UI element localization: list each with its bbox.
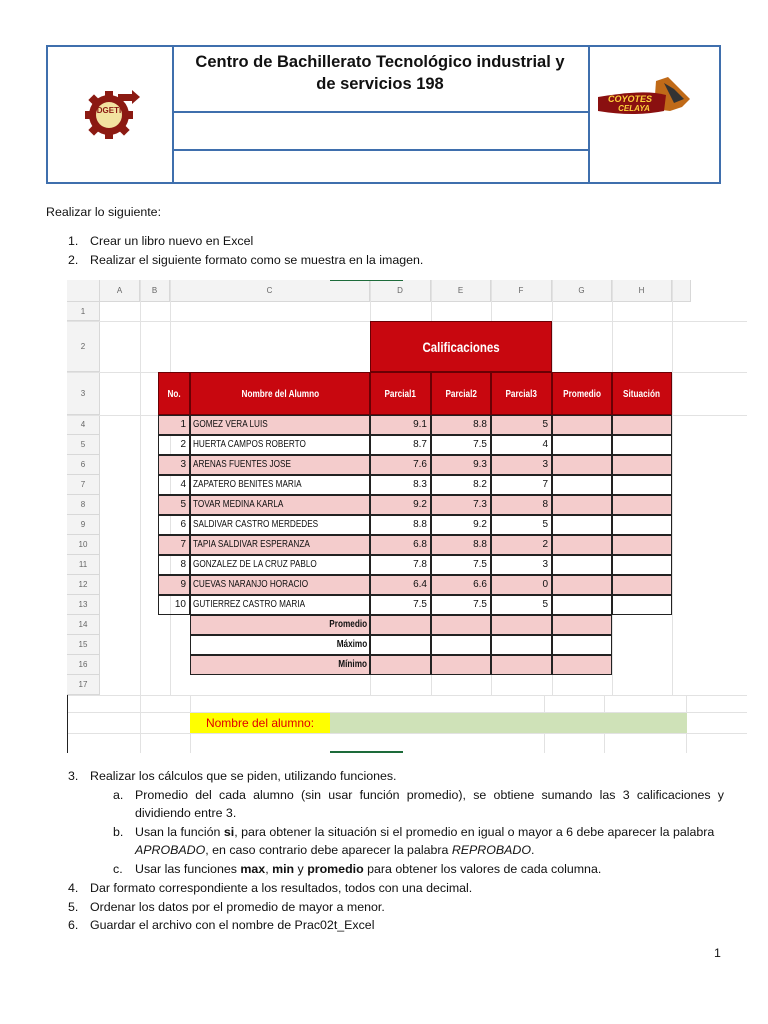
header-right-cell [588,47,721,182]
substep-b-number: b. [113,825,124,839]
student-name [190,455,370,475]
row-header-5: 5 [67,435,100,455]
row-header-7: 7 [67,475,100,495]
header-promedio [552,372,612,415]
step-1-text: Crear un libro nuevo en Excel [90,234,254,248]
svg-text:COYOTES: COYOTES [607,94,653,104]
student-name-text: TAPIA SALDIVAR ESPERANZA [193,539,310,550]
step-6-number: 6. [68,918,79,932]
step-3-number: 3. [68,769,79,783]
step-6 [68,916,375,934]
student-p3: 4 [491,435,552,455]
step-3-text: Realizar los cálculos que se piden, utilizando funciones. [90,769,397,783]
title-line-2: de servicios 198 [316,75,444,93]
row-header-2: 2 [67,321,100,372]
student-no: 9 [158,575,190,595]
header-nombre [190,372,370,415]
summary-cell [552,635,612,655]
header-table [46,45,721,184]
student-name [190,415,370,435]
spreadsheet-image [67,280,747,753]
student-p1: 8.3 [370,475,431,495]
selection-mark-top [330,280,403,281]
student-name-text: CUEVAS NARANJO HORACIO [193,579,309,590]
col-header-b: B [140,280,170,302]
student-p2: 7.5 [431,555,491,575]
student-p2: 7.5 [431,595,491,615]
student-p1: 9.2 [370,495,431,515]
substep-c-bold: max [240,862,266,876]
col-header-f: F [491,280,552,302]
summary-label [190,615,370,635]
student-p1: 7.6 [370,455,431,475]
student-p3: 7 [491,475,552,495]
student-name-text: GONZALEZ DE LA CRUZ PABLO [193,559,317,570]
student-p3: 3 [491,455,552,475]
header-left-cell [48,47,174,182]
summary-label [190,635,370,655]
substep-c-bold: promedio [307,862,364,876]
student-p3: 3 [491,555,552,575]
student-no: 7 [158,535,190,555]
col-header-blank [672,280,691,302]
step-5-number: 5. [68,900,79,914]
student-situacion [612,495,672,515]
student-promedio [552,415,612,435]
gridline [140,280,141,695]
header-center-cell [172,47,588,182]
student-name-text: ARENAS FUENTES JOSE [193,459,291,470]
row-header-6: 6 [67,455,100,475]
student-p2: 9.2 [431,515,491,535]
gridline [67,695,747,696]
summary-cell [431,615,491,635]
gridline [140,695,141,753]
row-header-10: 10 [67,535,100,555]
header-parcial3 [491,372,552,415]
corner-cell [67,280,100,302]
substep-c-part: para obtener los valores de cada columna. [363,862,602,876]
substep-a-text: Promedio del cada alumno (sin usar función promedio), se obtiene sumando las 3 calificaciones y dividiendo entre 3. [135,788,724,820]
student-no: 2 [158,435,190,455]
student-promedio [552,555,612,575]
student-p3: 8 [491,495,552,515]
row-header-14: 14 [67,615,100,635]
step-4 [68,879,473,897]
header-parcial1-text: Parcial1 [384,389,417,400]
student-no: 10 [158,595,190,615]
calificaciones-title-text: Calificaciones [422,339,500,355]
summary-label-text: Mínimo [338,659,367,670]
summary-cell [431,655,491,675]
student-p1: 6.4 [370,575,431,595]
nombre-alumno-input[interactable] [330,713,687,733]
summary-cell [491,655,552,675]
summary-cell [370,615,431,635]
selection-mark [330,751,403,753]
step-5 [68,898,385,916]
sheet-edge [67,695,68,753]
summary-cell [431,635,491,655]
calificaciones-title [370,321,552,372]
student-p2: 8.8 [431,535,491,555]
substep-c-text [135,860,601,878]
student-p1: 8.7 [370,435,431,455]
substep-c-part: Usar las funciones [135,862,241,876]
summary-label [190,655,370,675]
student-p1: 7.8 [370,555,431,575]
header-parcial1 [370,372,431,415]
student-p2: 7.5 [431,435,491,455]
step-1-number: 1. [68,234,79,248]
col-header-e: E [431,280,491,302]
student-situacion [612,555,672,575]
student-name [190,515,370,535]
gridline [67,733,747,734]
row-header-17: 17 [67,675,100,695]
coyotes-logo-text [590,47,591,48]
step-2-number: 2. [68,253,79,267]
student-name [190,555,370,575]
col-header-h: H [612,280,672,302]
student-p3: 5 [491,515,552,535]
header-no-text: No. [167,389,181,400]
summary-cell [491,635,552,655]
coyotes-logo-icon [594,77,694,127]
title-line-1: Centro de Bachillerato Tecnológico industrial y [195,53,565,71]
header-blank-row-1 [172,115,588,151]
header-promedio-text: Promedio [563,389,601,400]
step-5-text: Ordenar los datos por el promedio de mayor a menor. [90,900,385,914]
substep-b-part: . [531,843,535,857]
col-header-g: G [552,280,612,302]
col-header-a: A [100,280,140,302]
header-no [158,372,190,415]
student-no: 6 [158,515,190,535]
step-4-text: Dar formato correspondiente a los resultados, todos con una decimal. [90,881,473,895]
step-4-number: 4. [68,881,79,895]
student-p3: 0 [491,575,552,595]
student-name-text: ZAPATERO BENITES MARIA [193,479,302,490]
substep-c-number: c. [113,862,123,876]
student-promedio [552,575,612,595]
student-p1: 8.8 [370,515,431,535]
substep-b-text [135,823,726,859]
student-promedio [552,495,612,515]
student-name [190,575,370,595]
student-name [190,475,370,495]
dgeti-logo-text: DGETI [96,106,122,115]
student-p1: 9.1 [370,415,431,435]
row-header-9: 9 [67,515,100,535]
student-p2: 7.3 [431,495,491,515]
row-header-4: 4 [67,415,100,435]
student-name [190,435,370,455]
step-1 [68,232,254,250]
substep-b-bold: si [223,825,235,839]
substep-b-part: Usan la función [135,825,224,839]
row-header-8: 8 [67,495,100,515]
student-no: 3 [158,455,190,475]
row-header-11: 11 [67,555,100,575]
step-2 [68,251,424,269]
col-header-c: C [170,280,370,302]
header-parcial2-text: Parcial2 [445,389,477,400]
substep-a-number: a. [113,788,124,802]
step-6-text: Guardar el archivo con el nombre de Prac02t_Excel [90,918,375,932]
substep-b-part: , para obtener la situación si el promedio en igual o mayor a 6 debe aparecer la palabra [234,825,715,839]
summary-cell [370,635,431,655]
summary-cell [552,655,612,675]
student-situacion [612,475,672,495]
substep-c-part: y [294,862,308,876]
student-name-text: GUTIERREZ CASTRO MARIA [193,599,306,610]
student-no: 5 [158,495,190,515]
student-no: 8 [158,555,190,575]
row-header-1: 1 [67,302,100,321]
student-name-text: TOVAR MEDINA KARLA [193,499,284,510]
substep-c-part: , [265,862,273,876]
student-p2: 6.6 [431,575,491,595]
header-nombre-text: Nombre del Alumno [241,389,319,400]
student-promedio [552,455,612,475]
student-p1: 7.5 [370,595,431,615]
student-p3: 2 [491,535,552,555]
header-parcial2 [431,372,491,415]
student-no: 4 [158,475,190,495]
row-header-13: 13 [67,595,100,615]
student-name [190,495,370,515]
substep-b-part: , en caso contrario debe aparecer la palabra [205,843,452,857]
header-parcial3-text: Parcial3 [505,389,538,400]
row-header-12: 12 [67,575,100,595]
student-p2: 8.2 [431,475,491,495]
summary-label-text: Máximo [336,639,367,650]
summary-cell [552,615,612,635]
student-situacion [612,515,672,535]
dgeti-logo-icon [78,82,140,144]
summary-label-text: Promedio [329,619,367,630]
step-2-text: Realizar el siguiente formato como se muestra en la imagen. [90,253,424,267]
row-header-15: 15 [67,635,100,655]
gridline [672,280,673,695]
substep-b-italic: APROBADO [135,843,206,857]
header-situacion [612,372,672,415]
student-name-text: SALDIVAR CASTRO MERDEDES [193,519,319,530]
student-promedio [552,475,612,495]
student-p1: 6.8 [370,535,431,555]
student-p3: 5 [491,595,552,615]
student-p2: 9.3 [431,455,491,475]
row-header-3: 3 [67,372,100,415]
student-p3: 5 [491,415,552,435]
summary-cell [491,615,552,635]
student-name-text: GOMEZ VERA LUIS [193,419,268,430]
student-situacion [612,415,672,435]
student-situacion [612,535,672,555]
student-name [190,535,370,555]
student-situacion [612,595,672,615]
step-3 [68,767,397,785]
student-name [190,595,370,615]
col-header-d: D [370,280,431,302]
student-situacion [612,435,672,455]
substep-c-bold: min [272,862,295,876]
student-promedio [552,595,612,615]
student-promedio [552,435,612,455]
student-promedio [552,535,612,555]
student-situacion [612,455,672,475]
header-situacion-text: Situación [623,389,661,400]
student-p2: 8.8 [431,415,491,435]
nombre-alumno-label: Nombre del alumno: [190,713,330,733]
svg-text:CELAYA: CELAYA [618,104,650,113]
student-situacion [612,575,672,595]
substep-b-italic: REPROBADO [451,843,532,857]
student-name-text: HUERTA CAMPOS ROBERTO [193,439,306,450]
student-no: 1 [158,415,190,435]
row-header-16: 16 [67,655,100,675]
intro-text: Realizar lo siguiente: [46,205,162,219]
student-promedio [552,515,612,535]
page-number: 1 [714,946,721,960]
summary-cell [370,655,431,675]
institution-title [172,47,588,113]
